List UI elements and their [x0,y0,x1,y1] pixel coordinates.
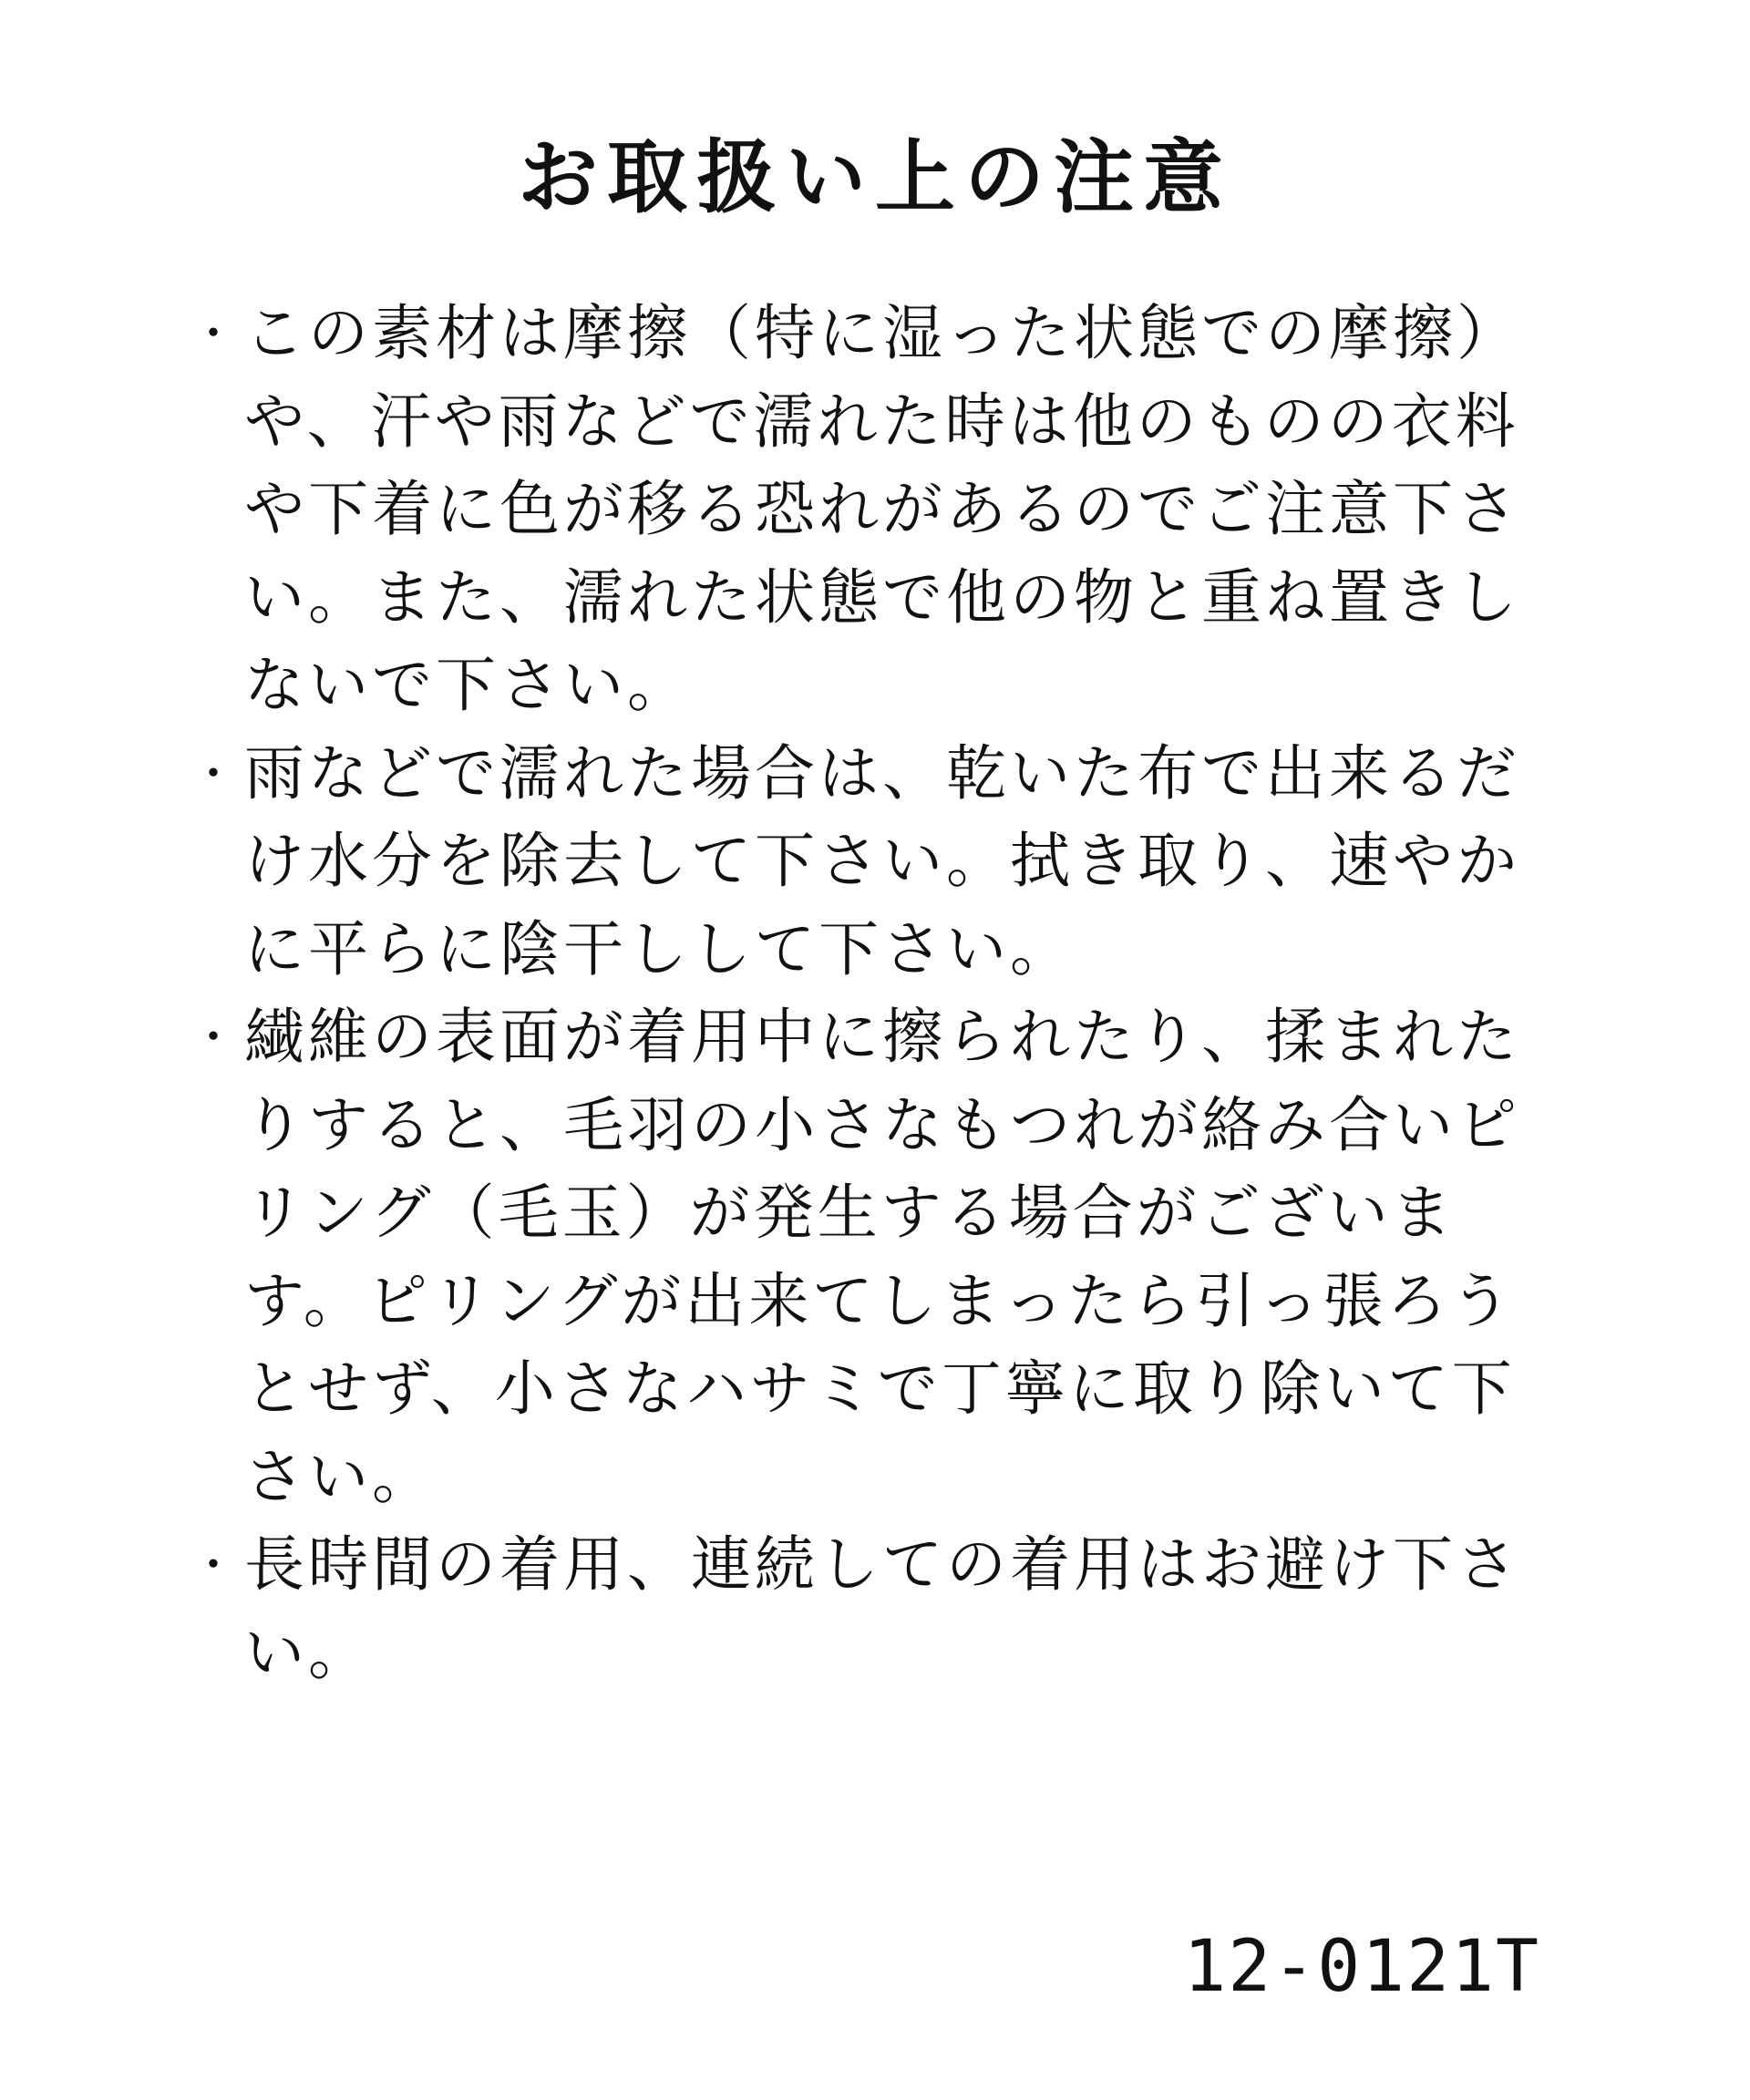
bullet-marker: ・ [190,307,240,360]
bullet-marker: ・ [190,1539,240,1591]
care-note [178,993,1568,1521]
label-title: お取扱い上の注意 [517,130,1232,224]
care-note-text: 繊維の表面が着用中に擦られたり、揉まれたりすると、毛羽の小さなもつれが絡み合いピリング（毛玉）が発生する場合がございます。ピリングが出来てしまったら引っ張ろうとせず、小さなハサミで丁寧に取り除いて下さい。 [244,1002,1520,1512]
care-note [178,730,1568,994]
care-note-text: この素材は摩擦（特に湿った状態での摩擦）や、汗や雨などで濡れた時は他のものの衣料や下着に色が移る恐れがあるのでご注意下さい。また、濡れた状態で他の物と重ね置きしないで下さい。 [244,298,1520,720]
product-code: 12-0121T [1183,1926,1540,2008]
care-note [178,290,1568,730]
bullet-marker: ・ [190,1011,240,1064]
bullet-marker: ・ [190,746,240,800]
care-note-text: 長時間の着用、連続しての着用はお避け下さい。 [244,1529,1520,1688]
care-note-text: 雨などで濡れた場合は、乾いた布で出来るだけ水分を除去して下さい。拭き取り、速やかに平らに陰干しして下さい。 [244,737,1520,984]
care-note [178,1521,1568,1697]
care-notes-list [178,290,1568,1697]
